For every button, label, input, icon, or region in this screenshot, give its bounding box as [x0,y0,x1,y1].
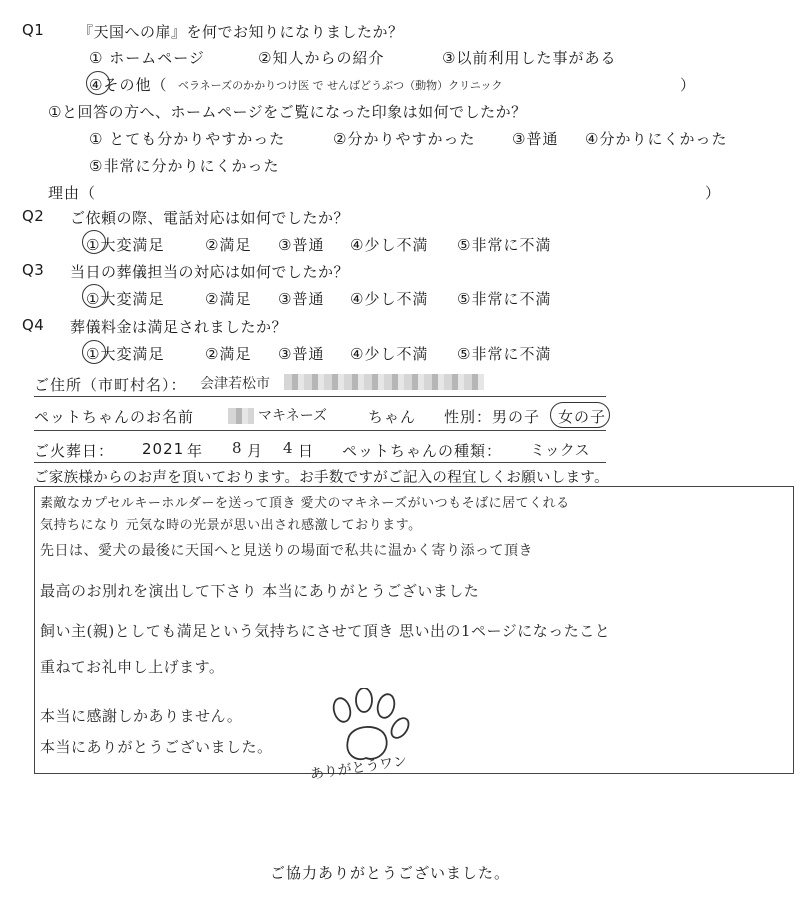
address-redaction [284,374,484,390]
q4-number: Q4 [22,316,45,334]
q4-option-3: ③普通 [278,345,325,363]
q3-option-2: ②満足 [205,290,252,308]
footer-thanks: ご協力ありがとうございました。 [270,864,511,882]
q1-option-3: ③以前利用した事がある [442,49,617,67]
q4-option-4: ④少し不満 [350,345,429,363]
q1-follow-option-4: ④分かりにくかった [585,130,728,148]
q2-question: ご依頼の際、電話対応は如何でしたか？ [70,209,350,227]
q3-option-3: ③普通 [278,290,325,308]
cremation-year-unit: 年 [187,442,204,460]
q2-option-5: ⑤非常に不満 [457,236,552,254]
reason-label: 理由（ [48,184,97,202]
pet-name-redaction [228,408,254,424]
pet-sex-label: 性別：男の子 [444,408,541,426]
q1-option-1: ① ホームページ [89,49,205,67]
cremation-year: 2021 [142,440,185,458]
pet-sex-value: 女の子 [558,408,607,426]
q3-option-5: ⑤非常に不満 [457,290,552,308]
q2-option-3: ③普通 [278,236,325,254]
cremation-month-unit: 月 [247,442,264,460]
q2-option-2: ②満足 [205,236,252,254]
q1-other-close: ） [680,76,697,94]
comment-line-1: 素敵なカプセルキーホルダーを送って頂き 愛犬のマキネーズがいつもそばに居てくれる [40,496,570,511]
pet-kind-value: ミックス [530,441,590,459]
address-label: ご住所（市町村名）： [34,376,187,394]
address-value: 会津若松市 [200,376,270,392]
comment-line-6: 重ねてお礼申し上げます。 [40,658,225,676]
pet-name-value: マキネーズ [258,408,328,424]
q1-number: Q1 [22,21,45,39]
cremation-month: 8 [232,439,242,457]
comment-line-3: 先日は、愛犬の最後に天国へと見送りの場面で私共に温かく寄り添って頂き [40,543,533,559]
comment-line-2: 気持ちになり 元気な時の光景が思い出され感激しております。 [40,518,422,533]
q1-follow-option-3: ③普通 [512,130,559,148]
q2-option-1: ①大変満足 [86,236,165,254]
comment-signoff: ありがとうワン [309,753,409,783]
q1-option-2: ②知人からの紹介 [258,49,385,67]
comment-line-5: 飼い主(親)としても満足という気持ちにさせて頂き 思い出の1ページになったこと [40,622,611,640]
pet-kind-label: ペットちゃんの種類： [342,442,503,460]
comment-line-8: 本当にありがとうございました。 [40,738,273,756]
q4-option-5: ⑤非常に不満 [457,345,552,363]
q3-option-4: ④少し不満 [350,290,429,308]
q2-option-4: ④少し不満 [350,236,429,254]
cremation-day-unit: 日 [298,442,315,460]
cremation-day: 4 [283,439,293,457]
q4-option-2: ②満足 [205,345,252,363]
q3-question: 当日の葬儀担当の対応は如何でしたか？ [70,263,350,281]
q1-question: 『天国への扉』を何でお知りになりましたか？ [78,23,404,41]
q1-other-answer: ベラネーズのかかりつけ医 で せんばどうぶつ（動物）クリニック [178,79,503,92]
comment-header: ご家族様からのお声を頂いております。お手数ですがご記入の程宜しくお願いします。 [34,470,609,486]
address-underline [34,396,606,397]
q1-option-4-label: ④その他（ [89,76,168,94]
cremation-label: ご火葬日： [34,442,115,460]
q3-option-1: ①大変満足 [86,290,165,308]
pet-chan-label: ちゃん [368,408,417,426]
q1-follow-option-1: ① とても分かりやすかった [89,130,286,148]
comment-line-7: 本当に感謝しかありません。 [40,707,243,725]
pet-underline [34,430,606,431]
cremation-underline [34,462,606,463]
q1-follow-question: ①と回答の方へ、ホームページをご覧になった印象は如何でしたか？ [48,103,527,121]
pet-name-label: ペットちゃんのお名前 [34,408,195,426]
q1-follow-option-2: ②分かりやすかった [333,130,476,148]
comment-line-4: 最高のお別れを演出して下さり 本当にありがとうございました [40,582,480,600]
q4-option-1: ①大変満足 [86,345,165,363]
q3-number: Q3 [22,261,45,279]
q2-number: Q2 [22,207,45,225]
q4-question: 葬儀料金は満足されましたか？ [70,318,288,336]
reason-close: ） [705,184,722,202]
q1-follow-option-5: ⑤非常に分かりにくかった [89,157,280,175]
